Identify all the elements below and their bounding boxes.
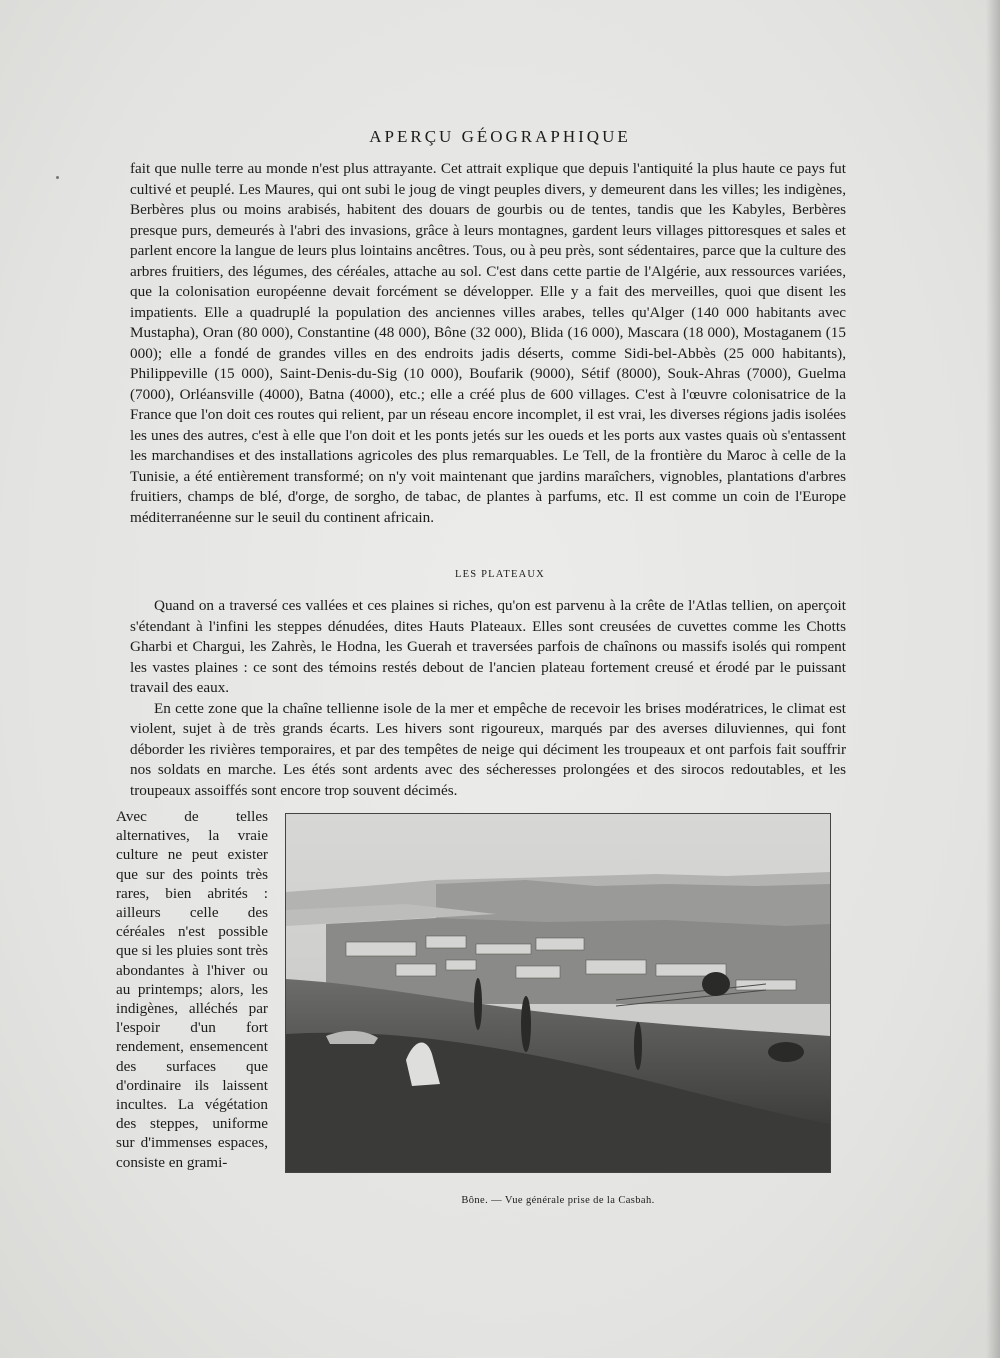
section-title: LES PLATEAUX: [455, 569, 545, 580]
plateaux-paragraph-2: En cette zone que la chaîne tellienne isole de la mer et empêche de recevoir les brises modératrices, le climat est violent, sujet à de très grands écarts. Les hivers sont rigoureux, marqués par des averses diluviennes, qui font déborder les rivières temporaires, et par des tempêtes de neige qui déciment les troupeaux et ont parfois fait souffrir nos soldats en marche. Les étés sont ardents avec des sécheresses prolongées et des sirocos redoutables, et les troupeaux assoiffés sont encore trop souvent décimés.: [130, 699, 846, 799]
side-column-text: Avec de telles alternatives, la vraie culture ne peut exister que sur des points très rares, bien abrités : ailleurs celle des céréales n'est possible que si les pluies sont très abondantes à l'hiver ou au printemps; alors, les indigènes, alléchés par l'espoir d'un fort rendement, ensemencent des surfaces que d'ordinaire ils laissent incultes. La végétation des steppes, uniforme sur d'immenses espaces, consiste en grami-: [116, 808, 268, 1171]
page-header: APERÇU GÉOGRAPHIQUE: [369, 127, 631, 146]
photo-illustration: [286, 814, 830, 1172]
photo-caption: Bône. — Vue générale prise de la Casbah.: [461, 1195, 655, 1206]
page-fold-shadow: [986, 0, 1000, 1358]
intro-paragraph: fait que nulle terre au monde n'est plus attrayante. Cet attrait explique que depuis l'antiquité la plus haute ce pays fut cultivé et peuplé. Les Maures, qui ont subi le joug de vingt peuples divers, y demeurent dans les villes; les indigènes, Berbères plus ou moins arabisés, habitent des douars de gourbis ou de tentes, tandis que les Kabyles, Berbères presque purs, demeurés à l'abri des invasions, grâce à leurs montagnes, gardent leurs villages pittoresques et sales et parlent encore la langue de leurs plus lointains ancêtres. Tous, ou à peu près, sont sédentaires, parce que la culture des arbres fruitiers, des légumes, des céréales, attache au sol. C'est dans cette partie de l'Algérie, aux ressources variées, que la colonisation européenne devait forcément se développer. Elle y a fait des merveilles, quoi que disent les impatients. Elle a quadruplé la population des anciennes villes arabes, telles qu'Alger (140 000 habitants avec Mustapha), Oran (80 000), Constantine (48 000), Bône (32 000), Blida (16 000), Mascara (18 000), Mostaganem (15 000); elle a fondé de grandes villes en des endroits jadis déserts, comme Sidi-bel-Abbès (25 000 habitants), Philippeville (15 000), Saint-Denis-du-Sig (10 000), Boufarik (9000), Sétif (8000), Souk-Ahras (7000), Guelma (7000), Orléansville (4000), Batna (4000), etc.; elle a créé plus de 600 villages. C'est à l'œuvre colonisatrice de la France que l'on doit ces routes qui relient, par un réseau encore incomplet, il est vrai, les diverses régions jadis isolées les unes des autres, c'est à elle que l'on doit et les ponts jetés sur les oueds et les ports aux vastes quais où s'entassent les marchandises et des installations agricoles des plus remarquables. Le Tell, de la frontière du Maroc à celle de la Tunisie, a été entièrement transformé; on n'y voit maintenant que jardins maraîchers, vignobles, plantations d'arbres fruitiers, champs de blé, d'orge, de sorgho, de tabac, de plantes à parfums, etc. Il est comme un coin de l'Europe méditerranéenne sur le seuil du continent africain.: [130, 160, 846, 526]
plateaux-paragraph-1: Quand on a traversé ces vallées et ces plaines si riches, qu'on est parvenu à la crête de l'Atlas tellien, on aperçoit s'étendant à l'infini les steppes dénudées, dites Hauts Plateaux. Elles sont creusées de cuvettes comme les Chotts Gharbi et Chargui, les Zahrès, le Hodna, les Guerah et traversées parfois de chaînons ou massifs isolés qui rompent les vastes plaines : ce sont des témoins restés debout de l'ancien plateau fortement creusé et érodé par le puissant travail des eaux.: [130, 597, 846, 696]
intro-text-block: [130, 159, 846, 528]
plateaux-text-block: [130, 596, 846, 801]
paper-speck: [56, 176, 59, 179]
photo-bone-casbah: [286, 814, 830, 1172]
